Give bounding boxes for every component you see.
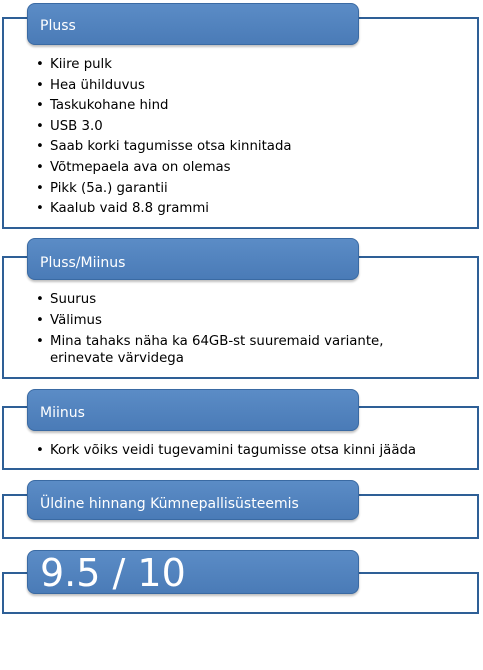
- list-item: • Kaalub vaid 8.8 grammi: [36, 199, 456, 220]
- section-miinus-header: [27, 389, 359, 431]
- list-item: • Taskukohane hind: [36, 96, 456, 117]
- section-pluss-list: [36, 55, 456, 220]
- section-pluss-miinus-list: [36, 290, 456, 367]
- list-item: • Mina tahaks näha ka 64GB-st suuremaid variante, erinevate värvidega: [36, 333, 450, 367]
- list-item: • Kork võiks veidi tugevamini tagumisse otsa kinni jääda: [36, 441, 456, 462]
- section-pluss-miinus-header: [27, 238, 359, 280]
- list-item: • Suurus: [36, 290, 456, 311]
- section-hinnang-title: Üldine hinnang Kümnepallisüsteemis: [40, 496, 299, 512]
- section-pluss-title: Pluss: [40, 18, 76, 34]
- list-item: • Välimus: [36, 311, 456, 332]
- section-score-header: [27, 550, 359, 594]
- section-miinus-title: Miinus: [40, 405, 85, 421]
- list-item: • Saab korki tagumisse otsa kinnitada: [36, 137, 456, 158]
- section-hinnang-header: [27, 480, 359, 520]
- list-item: • Kiire pulk: [36, 55, 456, 76]
- list-item: • Pikk (5a.) garantii: [36, 179, 456, 200]
- list-item: • USB 3.0: [36, 117, 456, 138]
- list-item: • Võtmepaela ava on olemas: [36, 158, 456, 179]
- section-pluss-header: [27, 3, 359, 45]
- section-miinus-list: [36, 441, 456, 462]
- score-value: 9.5 / 10: [40, 551, 186, 595]
- list-item: • Hea ühilduvus: [36, 76, 456, 97]
- section-pluss-miinus-title: Pluss/Miinus: [40, 255, 126, 271]
